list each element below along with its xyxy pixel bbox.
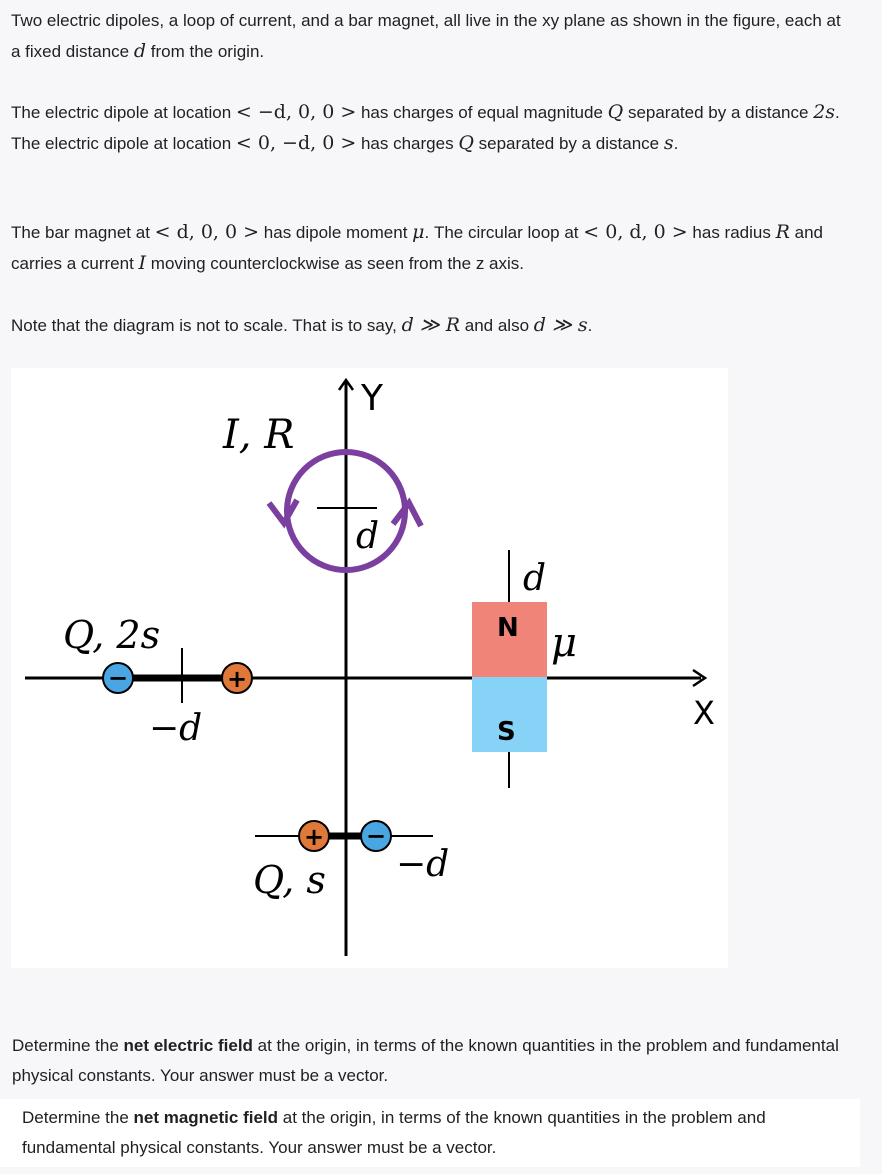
electric-dipoles-paragraph: The electric dipole at location < −d, 0, 0 > has charges of equal magnitude Q separated by a distance 2s. The electric dipole at location < 0, −d, 0 > has charges Q separated by a distance s.: [11, 101, 840, 154]
intro-paragraph: Two electric dipoles, a loop of current, and a bar magnet, all live in the xy plane as shown in the figure, each at a fixed distance d from the origin.: [11, 11, 841, 62]
scale-note-paragraph: Note that the diagram is not to scale. That is to say, d ≫ R and also d ≫ s.: [11, 314, 593, 336]
physics-diagram: [11, 368, 728, 968]
magnet-south-label: S: [497, 717, 516, 747]
magnet-d-label: d: [523, 558, 547, 599]
y-axis-label: Y: [361, 378, 383, 419]
loop-arrow-left: [269, 500, 297, 523]
magnet-north-label: N: [497, 613, 519, 643]
x-axis-label: X: [693, 694, 715, 732]
left-positive-sign: +: [226, 665, 248, 693]
bottom-dipole-d-label: −d: [396, 844, 450, 885]
bottom-negative-sign: −: [365, 822, 387, 850]
left-dipole-label: Q, 2s: [63, 613, 161, 657]
bottom-positive-sign: +: [303, 823, 325, 851]
loop-d-label: d: [356, 516, 380, 557]
question-electric-field: Determine the net electric field at the origin, in terms of the known quantities in the problem and fundamental physical constants. Your answer must be a vector.: [0, 1027, 876, 1095]
diagram-svg: [11, 368, 728, 968]
magnet-loop-paragraph: The bar magnet at < d, 0, 0 > has dipole moment μ. The circular loop at < 0, d, 0 > has radius R and carries a current I moving counterclockwise as seen from the z axis.: [11, 221, 823, 274]
question-magnetic-field: Determine the net magnetic field at the origin, in terms of the known quantities in the problem and fundamental physical constants. Your answer must be a vector.: [0, 1099, 860, 1167]
left-dipole-d-label: −d: [149, 708, 203, 749]
magnet-mu-label: μ: [551, 620, 577, 666]
left-negative-sign: −: [107, 664, 129, 692]
loop-label: I, R: [223, 412, 295, 458]
bottom-dipole-label: Q, s: [253, 858, 326, 902]
